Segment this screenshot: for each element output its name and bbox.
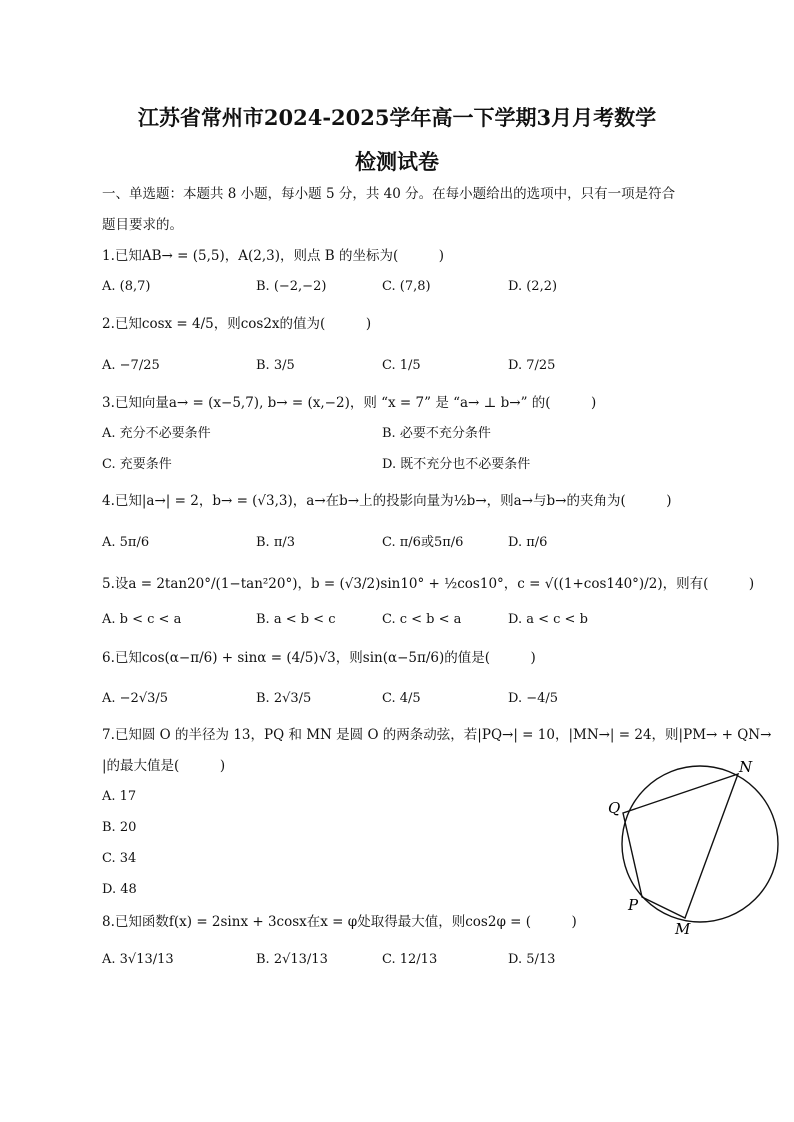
- label-n: N: [739, 758, 753, 776]
- question-5-option-c: C. c < b < a: [382, 612, 462, 627]
- question-8-option-d: D. 5/13: [508, 952, 556, 967]
- label-m: M: [675, 920, 691, 938]
- question-1-option-b: B. (−2,−2): [256, 279, 327, 294]
- question-1-option-c: C. (7,8): [382, 279, 431, 294]
- question-4-stem: 4.已知|a→| = 2，b→ = (√3,3)，a→在b→上的投影向量为½b→，则a→与b→的夹角为( ): [102, 493, 672, 509]
- question-8-option-a: A. 3√13/13: [102, 952, 174, 967]
- question-3-stem: 3.已知向量a→ = (x−5,7), b→ = (x,−2)，则 “x = 7” 是 “a→ ⊥ b→” 的( ): [102, 395, 597, 411]
- quadrilateral-qnmp: [623, 774, 738, 918]
- label-q: Q: [608, 799, 621, 817]
- question-4-option-d: D. π/6: [508, 535, 548, 550]
- question-1-option-d: D. (2,2): [508, 279, 558, 294]
- question-3-option-c: C. 充要条件: [102, 457, 172, 472]
- question-5-option-a: A. b < c < a: [102, 612, 182, 627]
- question-4-option-a: A. 5π/6: [102, 535, 150, 550]
- question-6-option-c: C. 4/5: [382, 691, 421, 706]
- question-7-option-d: D. 48: [102, 882, 137, 897]
- question-7-option-c: C. 34: [102, 851, 137, 866]
- question-2-option-c: C. 1/5: [382, 358, 421, 373]
- question-6-option-b: B. 2√3/5: [256, 691, 312, 706]
- question-7-option-b: B. 20: [102, 820, 137, 835]
- question-4-option-b: B. π/3: [256, 535, 296, 550]
- question-6-option-a: A. −2√3/5: [102, 691, 169, 706]
- section-heading-cont: 题目要求的。: [102, 217, 183, 233]
- question-8-option-b: B. 2√13/13: [256, 952, 328, 967]
- question-1-stem: 1.已知AB→ = (5,5)，A(2,3)，则点 B 的坐标为( ): [102, 248, 445, 264]
- question-8-option-c: C. 12/13: [382, 952, 438, 967]
- question-4-option-c: C. π/6或5π/6: [382, 535, 464, 550]
- question-7-option-a: A. 17: [102, 789, 137, 804]
- question-2-stem: 2.已知cosx = 4/5，则cos2x的值为( ): [102, 316, 372, 332]
- question-6-stem: 6.已知cos(α−π/6) + sinα = (4/5)√3，则sin(α−5π/6)的值是( ): [102, 650, 536, 666]
- question-6-option-d: D. −4/5: [508, 691, 559, 706]
- question-8-stem: 8.已知函数f(x) = 2sinx + 3cosx在x = φ处取得最大值，则cos2φ = ( ): [102, 914, 577, 930]
- question-5-option-d: D. a < c < b: [508, 612, 588, 627]
- question-5-stem: 5.设a = 2tan20°/(1−tan²20°)，b = (√3/2)sin10° + ½cos10°，c = √((1+cos140°)/2)，则有( ): [102, 576, 755, 592]
- question-2-option-d: D. 7/25: [508, 358, 556, 373]
- question-1-option-a: A. (8,7): [102, 279, 151, 294]
- question-3-option-a: A. 充分不必要条件: [102, 426, 211, 441]
- question-7-stem: 7.已知圆 O 的半径为 13，PQ 和 MN 是圆 O 的两条动弦，若|PQ→| = 10，|MN→| = 24，则|PM→ + QN→: [102, 727, 772, 743]
- question-3-option-d: D. 既不充分也不必要条件: [382, 457, 531, 472]
- question-2-option-b: B. 3/5: [256, 358, 295, 373]
- question-3-option-b: B. 必要不充分条件: [382, 426, 491, 441]
- page-subtitle: 检测试卷: [355, 149, 439, 174]
- circle-figure: [603, 752, 793, 942]
- question-5-option-b: B. a < b < c: [256, 612, 336, 627]
- question-2-option-a: A. −7/25: [102, 358, 160, 373]
- section-heading: 一、单选题：本题共 8 小题，每小题 5 分，共 40 分。在每小题给出的选项中，只有一项是符合: [102, 186, 676, 202]
- page-title: 江苏省常州市2024-2025学年高一下学期3月月考数学: [137, 105, 657, 130]
- question-7-stem-cont: |的最大值是( ): [102, 758, 226, 774]
- label-p: P: [628, 896, 639, 914]
